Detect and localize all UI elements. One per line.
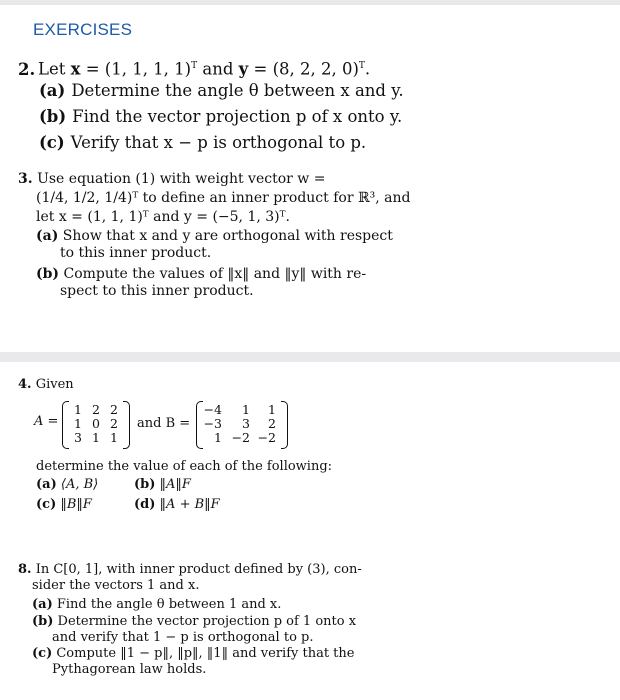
matrix-a-cell: 2: [110, 416, 118, 431]
exercise-8a: (a) Find the angle θ between 1 and x.: [32, 597, 282, 612]
exercise-8-statement: 8. In C[0, 1], with inner product defined by (3), con- sider the vectors 1 and x.: [18, 562, 362, 593]
matrix-b-label: and B =: [137, 416, 191, 431]
matrix-a: [62, 401, 130, 447]
exercise-4-number: 4.: [18, 377, 32, 392]
matrix-b-cell: 1: [268, 402, 276, 417]
exercises-heading: EXERCISES: [33, 20, 133, 39]
matrix-a-cell: 1: [92, 430, 100, 445]
matrix-b-cell: −2: [231, 430, 250, 445]
matrix-a-label: A =: [34, 414, 59, 429]
matrix-b-cell: −3: [203, 416, 222, 431]
matrix-a-cell: 1: [74, 402, 82, 417]
matrix-b: [196, 401, 288, 447]
exercise-2-statement: 2. Let x = (1, 1, 1, 1)$^T$ and y = (8, 2, 2, 0)$^T$.: [18, 54, 370, 82]
exercise-4a: (a) ⟨A, B⟩: [36, 477, 99, 492]
exercise-3-number: 3.: [18, 171, 33, 187]
matrix-b-cell: 1: [214, 430, 222, 445]
exercise-2-number: 2.: [18, 59, 36, 79]
exercise-8-number: 8.: [18, 562, 32, 577]
exercise-4d: (d) ‖A + B‖F: [134, 497, 220, 512]
matrix-a-cell: 2: [110, 402, 118, 417]
matrix-b-cell: 3: [242, 416, 250, 431]
exercise-8c: (c) Compute ‖1 − p‖, ‖p‖, ‖1‖ and verify that the Pythagorean law holds.: [32, 646, 355, 677]
exercise-3a: (a) Show that x and y are orthogonal with respect to this inner product.: [36, 228, 393, 261]
section-divider: [0, 352, 620, 362]
exercise-3b: (b) Compute the values of ‖x‖ and ‖y‖ with re- spect to this inner product.: [36, 266, 367, 299]
top-border: [0, 0, 620, 5]
matrix-a-cell: 1: [74, 416, 82, 431]
exercise-2c: (c) Verify that x − p is orthogonal to p.: [39, 133, 367, 152]
exercise-2b: (b) Find the vector projection p of x onto y.: [39, 107, 403, 126]
matrix-a-cell: 3: [74, 430, 82, 445]
exercise-4-determine: determine the value of each of the following:: [36, 459, 333, 474]
exercise-4b: (b) ‖A‖F: [134, 477, 191, 492]
matrix-a-cell: 1: [110, 430, 118, 445]
matrix-b-cell: 2: [268, 416, 276, 431]
matrix-b-cell: −4: [203, 402, 222, 417]
matrix-a-cell: 0: [92, 416, 100, 431]
matrix-b-cell: −2: [257, 430, 276, 445]
matrix-a-cell: 2: [92, 402, 100, 417]
exercise-2a: (a) Determine the angle θ between x and y.: [39, 81, 404, 100]
exercise-4c: (c) ‖B‖F: [36, 497, 92, 512]
exercise-3-statement: 3. Use equation (1) with weight vector w = (1/4, 1/2, 1/4)ᵀ to define an inner product for ℝ³, and let x = (1, 1, 1)ᵀ and y = (−5, 1, 3)ᵀ.: [18, 171, 411, 225]
exercise-8b: (b) Determine the vector projection p of 1 onto x and verify that 1 − p is orthogonal to p.: [32, 614, 357, 645]
exercise-4-statement: 4. Given: [18, 377, 74, 392]
matrix-b-cell: 1: [242, 402, 250, 417]
